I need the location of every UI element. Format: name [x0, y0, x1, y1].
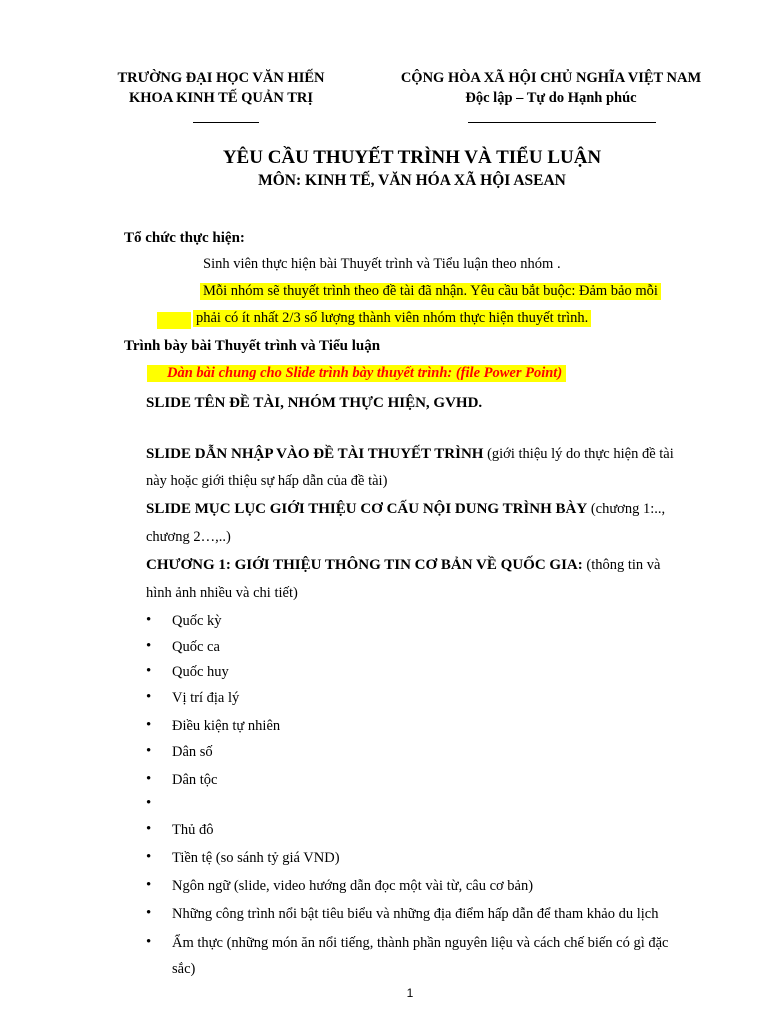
chapter1-desc-cont: hình ảnh nhiều và chi tiết) [146, 585, 298, 601]
bullet-symbol: • [146, 821, 152, 837]
bullet-symbol: • [146, 877, 152, 893]
bullet-symbol: • [146, 795, 152, 811]
list-item: Dân tộc [172, 772, 218, 788]
list-item: Vị trí địa lý [172, 690, 240, 706]
slide-toc-item [146, 501, 665, 518]
list-item: Dân số [172, 744, 213, 760]
page-number: 1 [406, 986, 414, 1000]
presentation-heading: Trình bày bài Thuyết trình và Tiểu luận [124, 338, 381, 354]
university-name: TRƯỜNG ĐẠI HỌC VĂN HIẾN [117, 70, 325, 86]
subject-title: MÔN: KINH TẾ, VĂN HÓA XÃ HỘI ASEAN [258, 172, 566, 189]
list-item: Ẩm thực (những món ăn nổi tiếng, thành phần nguyên liệu và cách chế biến có gì đặc [172, 935, 669, 951]
organization-line-2: Mỗi nhóm sẽ thuyết trình theo đề tài đã nhận. Yêu cầu bắt buộc: Đảm bảo mỗi [200, 283, 661, 300]
list-item-cont: sắc) [172, 961, 196, 977]
slide-toc-desc: (chương 1:.., [587, 501, 666, 517]
list-item: Quốc kỳ [172, 613, 222, 629]
bullet-symbol: • [146, 717, 152, 733]
bullet-symbol: • [146, 934, 152, 950]
list-item: Tiền tệ (so sánh tỷ giá VND) [172, 850, 340, 866]
chapter1-desc: (thông tin và [582, 557, 661, 573]
bullet-symbol: • [146, 849, 152, 865]
slide-toc-desc-cont: chương 2…,..) [146, 529, 231, 545]
chapter1-bold: CHƯƠNG 1: GIỚI THIỆU THÔNG TIN CƠ BẢN VỀ QUỐC GIA: [146, 557, 583, 573]
bullet-symbol: • [146, 743, 152, 759]
document-title: YÊU CẦU THUYẾT TRÌNH VÀ TIỂU LUẬN [222, 147, 602, 168]
national-motto: Độc lập – Tự do Hạnh phúc [465, 90, 637, 106]
organization-line-3: phải có ít nhất 2/3 số lượng thành viên nhóm thực hiện thuyết trình. [193, 310, 591, 327]
highlight-indent [157, 312, 191, 329]
bullet-symbol: • [146, 905, 152, 921]
bullet-symbol: • [146, 638, 152, 654]
country-name: CỘNG HÒA XÃ HỘI CHỦ NGHĨA VIỆT NAM [400, 70, 702, 86]
slide-title-item: SLIDE TÊN ĐỀ TÀI, NHÓM THỰC HIỆN, GVHD. [146, 395, 483, 411]
list-item: Quốc huy [172, 664, 229, 680]
faculty-name: KHOA KINH TẾ QUẢN TRỊ [129, 90, 313, 106]
list-item: Những công trình nổi bật tiêu biểu và những địa điểm hấp dẫn để tham khảo du lịch [172, 906, 659, 922]
organization-heading: Tổ chức thực hiện: [124, 230, 245, 246]
list-item: Điều kiện tự nhiên [172, 718, 281, 734]
bullet-symbol: • [146, 771, 152, 787]
slide-intro-desc-cont: này hoặc giới thiệu sự hấp dẫn của đề tài) [146, 473, 388, 489]
list-item: Ngôn ngữ (slide, video hướng dẫn đọc một vài từ, câu cơ bản) [172, 878, 534, 894]
list-item: Quốc ca [172, 639, 220, 655]
outline-note: Dàn bài chung cho Slide trình bày thuyết trình: (file Power Point) [147, 365, 566, 382]
list-item: Thủ đô [172, 822, 214, 838]
slide-intro-bold: SLIDE DẪN NHẬP VÀO ĐỀ TÀI THUYẾT TRÌNH [146, 446, 484, 462]
bullet-symbol: • [146, 689, 152, 705]
left-underline [193, 122, 259, 123]
slide-intro-item [146, 446, 674, 463]
bullet-symbol: • [146, 612, 152, 628]
right-underline [468, 122, 656, 123]
chapter1-item [146, 557, 660, 574]
slide-toc-bold: SLIDE MỤC LỤC GIỚI THIỆU CƠ CẤU NỘI DUNG TRÌNH BÀY [146, 501, 588, 517]
slide-intro-desc: (giới thiệu lý do thực hiện đề tài [483, 446, 674, 462]
organization-line-1: Sinh viên thực hiện bài Thuyết trình và Tiểu luận theo nhóm . [203, 256, 561, 272]
bullet-symbol: • [146, 663, 152, 679]
